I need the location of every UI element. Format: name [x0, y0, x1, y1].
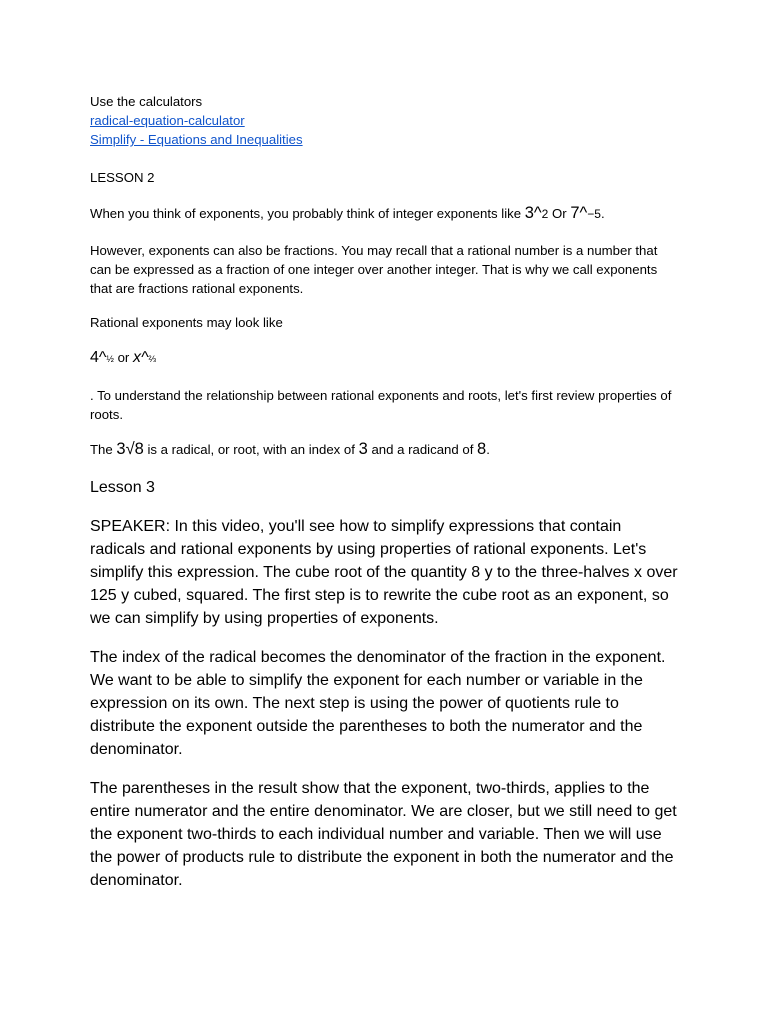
- lesson2-paragraph-4: . To understand the relationship between rational exponents and roots, let's first review properties of roots.: [90, 388, 672, 422]
- expr2-base: 7^: [570, 204, 588, 222]
- expr1-base: 3^: [524, 204, 542, 222]
- period: .: [600, 206, 605, 221]
- rational-exponent-examples: [90, 347, 156, 370]
- radical-expression: 3√8: [116, 440, 144, 458]
- lesson2-paragraph-3: Rational exponents may look like: [90, 315, 283, 330]
- example-b-exponent: ⅔: [148, 354, 157, 364]
- exponents-intro-text: When you think of exponents, you probably think of integer exponents like: [90, 206, 525, 221]
- lesson2-paragraph-5: [90, 440, 680, 459]
- example-or-text: or: [113, 350, 133, 365]
- radical-equation-calculator-link[interactable]: radical-equation-calculator: [90, 113, 245, 128]
- radical-mid-text-2: and a radicand of: [367, 442, 478, 457]
- lesson3-paragraph-3: The parentheses in the result show that the exponent, two-thirds, applies to the entire numerator and the entire denominator. We are closer, but we still need to get the exponent two-thirds to each individual number and variable. Then we will use the power of products rule to distribute the exponent in both the numerator and the denominator.: [90, 780, 677, 889]
- lesson2-paragraph-2: However, exponents can also be fractions. You may recall that a rational number is a number that can be expressed as a fraction of one integer over another integer. That is why we call exponents that are fractions rational exponents.: [90, 243, 658, 296]
- expr2-exponent: −5: [587, 207, 601, 221]
- radicand-value: 8: [477, 440, 487, 458]
- example-a-base: 4^: [90, 349, 107, 366]
- lesson2-title: LESSON 2: [90, 170, 155, 185]
- radical-mid-text-1: is a radical, or root, with an index of: [143, 442, 359, 457]
- example-a-exponent: ½: [106, 354, 114, 364]
- radical-index: 3: [358, 440, 368, 458]
- simplify-equations-link[interactable]: Simplify - Equations and Inequalities: [90, 132, 303, 147]
- intro-text: Use the calculators: [90, 94, 203, 109]
- lesson2-paragraph-1: [90, 204, 680, 224]
- radical-end: .: [486, 442, 490, 457]
- calculators-block: [90, 92, 680, 149]
- lesson3-title: Lesson 3: [90, 479, 155, 496]
- lesson3-paragraph-1: SPEAKER: In this video, you'll see how to simplify expressions that contain radicals and rational exponents by using properties of rational exponents. Let's simplify this expression. The cube root of the quantity 8 y to the three-halves x over 125 y cubed, squared. The first step is to rewrite the cube root as an exponent, so we can simplify by using properties of exponents.: [90, 518, 678, 627]
- example-b-base: x^: [132, 349, 149, 366]
- expr1-exponent: 2: [541, 207, 549, 221]
- or-text: Or: [548, 206, 571, 221]
- radical-intro-text: The: [90, 442, 117, 457]
- lesson3-paragraph-2: The index of the radical becomes the denominator of the fraction in the exponent. We want to be able to simplify the exponent for each number or variable in the expression on its own. The next step is using the power of quotients rule to distribute the exponent outside the parentheses to both the numerator and the denominator.: [90, 649, 666, 758]
